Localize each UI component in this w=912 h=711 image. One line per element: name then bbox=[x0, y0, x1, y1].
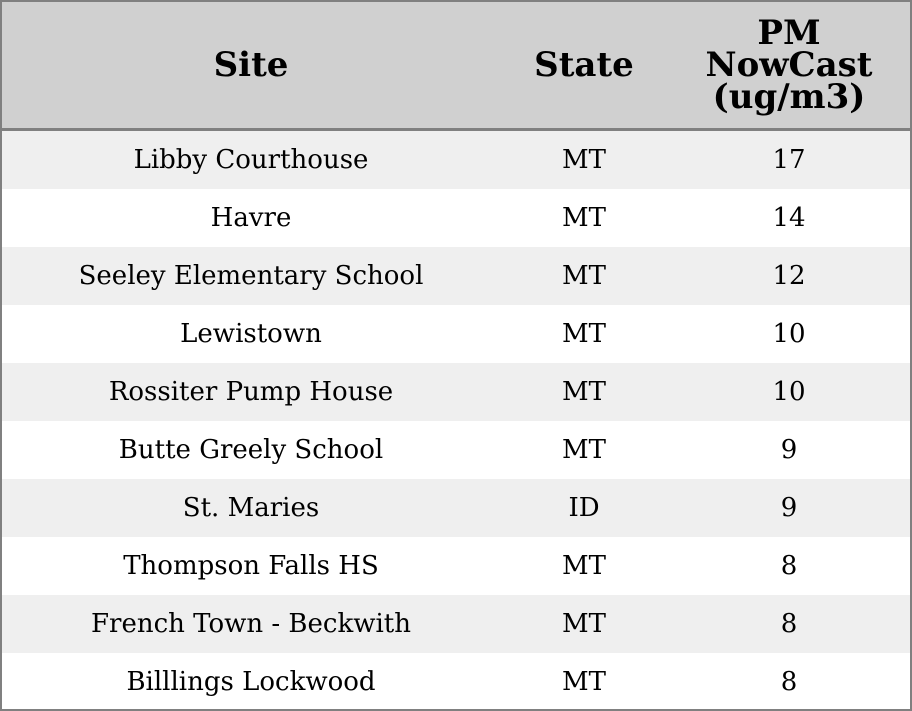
cell-state: MT bbox=[500, 305, 668, 363]
header-pm-line-1: PM bbox=[757, 13, 821, 53]
header-pm-line-2: NowCast bbox=[705, 45, 873, 85]
cell-site: Butte Greely School bbox=[2, 421, 500, 479]
cell-pm-value: 9 bbox=[668, 421, 910, 479]
table-row bbox=[2, 537, 910, 595]
header-site bbox=[2, 2, 500, 130]
cell-site: Lewistown bbox=[2, 305, 500, 363]
cell-state: ID bbox=[500, 479, 668, 537]
table-row bbox=[2, 421, 910, 479]
cell-site: Havre bbox=[2, 189, 500, 247]
table-row bbox=[2, 189, 910, 247]
header-site-line: Site bbox=[213, 45, 289, 85]
table-row bbox=[2, 247, 910, 305]
header-state bbox=[500, 2, 668, 130]
header-pm-line-3: (ug/m3) bbox=[712, 77, 866, 117]
cell-site: Thompson Falls HS bbox=[2, 537, 500, 595]
table-row bbox=[2, 305, 910, 363]
cell-site: Libby Courthouse bbox=[2, 130, 500, 190]
table-row bbox=[2, 130, 910, 190]
cell-pm-value: 10 bbox=[668, 363, 910, 421]
cell-pm-value: 12 bbox=[668, 247, 910, 305]
cell-pm-value: 10 bbox=[668, 305, 910, 363]
cell-pm-value: 8 bbox=[668, 537, 910, 595]
table-header bbox=[2, 2, 910, 130]
table-body bbox=[2, 130, 910, 711]
table-row bbox=[2, 653, 910, 711]
cell-state: MT bbox=[500, 247, 668, 305]
pm-nowcast-table bbox=[2, 2, 910, 711]
cell-site: Billlings Lockwood bbox=[2, 653, 500, 711]
header-row bbox=[2, 2, 910, 130]
table-row bbox=[2, 363, 910, 421]
cell-state: MT bbox=[500, 189, 668, 247]
cell-state: MT bbox=[500, 595, 668, 653]
header-state-line: State bbox=[534, 45, 634, 85]
cell-pm-value: 8 bbox=[668, 653, 910, 711]
cell-pm-value: 9 bbox=[668, 479, 910, 537]
cell-pm-value: 8 bbox=[668, 595, 910, 653]
cell-site: Rossiter Pump House bbox=[2, 363, 500, 421]
cell-pm-value: 17 bbox=[668, 130, 910, 190]
cell-site: St. Maries bbox=[2, 479, 500, 537]
cell-state: MT bbox=[500, 537, 668, 595]
header-pm-nowcast bbox=[668, 2, 910, 130]
table-row bbox=[2, 595, 910, 653]
cell-state: MT bbox=[500, 363, 668, 421]
cell-site: Seeley Elementary School bbox=[2, 247, 500, 305]
cell-site: French Town - Beckwith bbox=[2, 595, 500, 653]
cell-state: MT bbox=[500, 653, 668, 711]
cell-state: MT bbox=[500, 421, 668, 479]
cell-state: MT bbox=[500, 130, 668, 190]
cell-pm-value: 14 bbox=[668, 189, 910, 247]
table-row bbox=[2, 479, 910, 537]
